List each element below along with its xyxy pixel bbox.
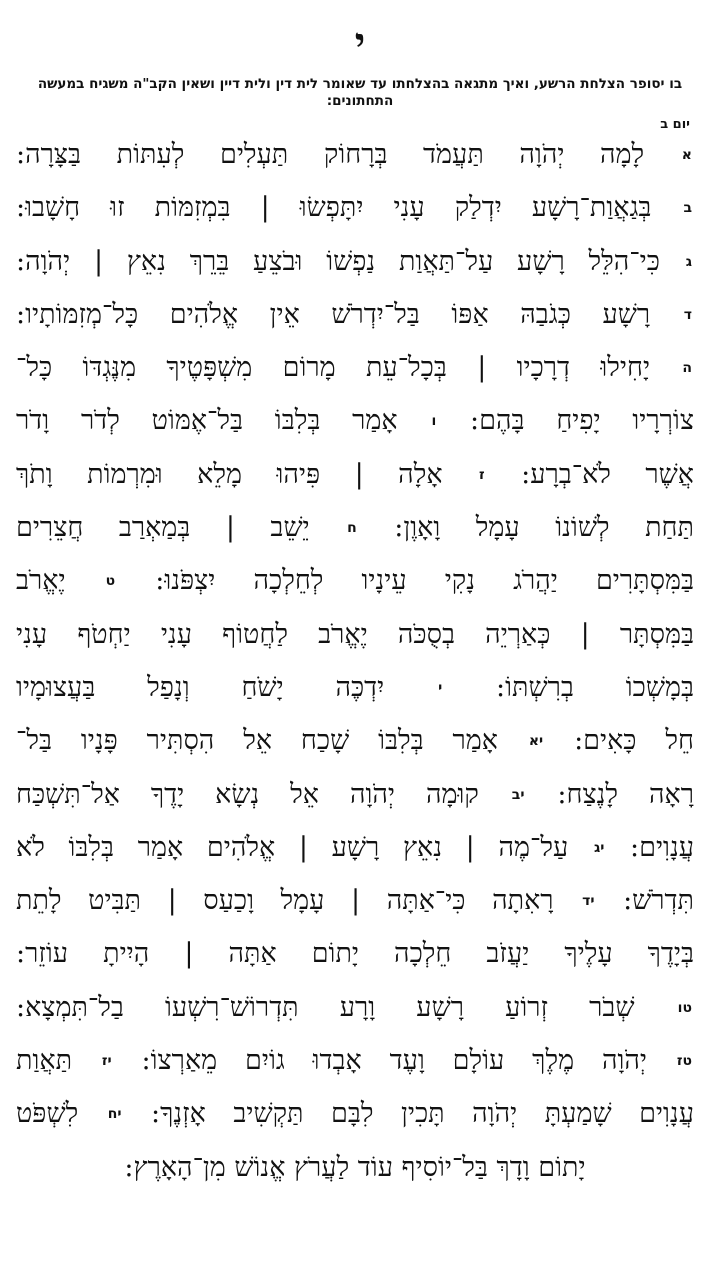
verse-line xyxy=(0,554,720,607)
verse-text: אָמַר בְּלִבּוֹ שָׁכַח אֵל הִסְתִּיר פָּנָיו בַּל־ xyxy=(16,725,498,757)
verse-line xyxy=(0,448,720,501)
verse-line xyxy=(0,821,720,874)
verse-number: א xyxy=(681,147,692,163)
verse-line xyxy=(0,981,720,1034)
verse-line xyxy=(0,181,720,234)
verse-line xyxy=(0,501,720,554)
chapter-intro: בו יסופר הצלחת הרשע, ואיך מתגאה בהצלחתו עד שאומר לית דין ולית דיין ושאין הקב"ה משגיח במעשה התחתונים: xyxy=(37,76,683,109)
verse-number: יא xyxy=(528,733,544,750)
verse-line xyxy=(0,128,720,181)
verse-text: כִּי־הִלֵּל רָשָׁע עַל־תַּאֲוַת נַפְשׁוֹ וּבֹצֵעַ בֵּרֵךְ נִאֵץ | יְהֹוָה: xyxy=(16,245,660,277)
verse-text: רָאִתָה כִּי־אַתָּה | עָמָל וָכַעַס | תַּבִּיט לָתֵת xyxy=(16,885,554,917)
verse-number: יד xyxy=(582,893,595,910)
verse-line xyxy=(0,1141,720,1194)
verse-number: ז xyxy=(479,466,485,483)
verse-text: יָחִילוּ דְרָכָיו | בְּכָל־עֵת מָרוֹם מִשְׁפָּטֶיךָ מִנֶּגְדּוֹ כָּל־ xyxy=(16,352,651,384)
verse-text: עֲנָוִים: xyxy=(630,831,695,863)
verse-number: טז xyxy=(676,1053,692,1070)
verse-number: ג xyxy=(685,253,692,270)
verse-number: יח xyxy=(107,1106,122,1123)
verse-text: עֲנָוִים שָׁמַעְתָּ יְהֹוָה תָּכִין לִבָּם תַּקְשִׁיב אָזְנֶךָ: xyxy=(150,1098,694,1130)
verse-number: ו xyxy=(431,413,437,430)
verse-text: עַל־מֶה | נִאֵץ רָשָׁע | אֱלֹהִים אָמַר בְּלִבּוֹ לֹא xyxy=(16,831,569,863)
verse-text: צוֹרְרָיו יָפִיחַ בָּהֶם: xyxy=(470,405,694,437)
verse-text: רָאָה לָנֶצַח: xyxy=(557,778,694,810)
verse-number: יז xyxy=(101,1053,112,1070)
verse-text: יִדְכֶּה יָשֹׁחַ וְנָפַל בַּעֲצוּמָיו xyxy=(16,671,385,703)
verse-text: יֶאֱרֹב xyxy=(16,565,66,597)
verse-number: ד xyxy=(683,306,692,323)
verse-line xyxy=(0,661,720,714)
verse-text: יֵשֵׁב | בְּמַאְרַב חֲצֵרִים xyxy=(16,512,310,544)
verse-line xyxy=(0,714,720,767)
verse-text: שְׁבֹר זְרוֹעַ רָשָׁע וָרָע תִּדְרוֹשׁ־רִשְׁעוֹ בַל־תִּמְצָא: xyxy=(16,991,635,1023)
verse-line xyxy=(0,874,720,927)
chapter-number: י xyxy=(354,19,366,66)
verse-text: חֵל כָּאִים: xyxy=(574,725,694,757)
verse-line xyxy=(0,235,720,288)
verse-text: תִּדְרֹשׁ: xyxy=(623,885,694,917)
verse-line xyxy=(0,768,720,821)
verse-text: בְּיָדֶךָ עָלֶיךָ יַעֲזֹב חֵלְכָה יָתוֹם אַתָּה | הָיִיתָ עוֹזֵר: xyxy=(16,938,694,970)
verse-text: תַּחַת לְשׁוֹנוֹ עָמָל וָאָוֶן: xyxy=(394,512,694,544)
verse-number: י xyxy=(438,679,443,696)
verse-number: ח xyxy=(347,520,357,537)
verse-number: ב xyxy=(683,200,692,217)
verse-number: יג xyxy=(593,839,605,856)
verse-line xyxy=(0,394,720,447)
verse-text: בְּמָשְׁכוֹ בְרִשְׁתּוֹ: xyxy=(496,671,694,703)
verse-number: טו xyxy=(677,999,692,1016)
verse-text: לִשְׁפֹּט xyxy=(16,1098,79,1130)
verse-text: בַּמִּסְתָּר | כְּאַרְיֵה בְסֻכֹּה יֶאֱרֹב לַחֲטוֹף עָנִי יַחְטֹף עָנִי xyxy=(16,618,694,650)
psalm-text xyxy=(0,128,720,1194)
verse-text: יְהֹוָה מֶלֶךְ עוֹלָם וָעֶד אָבְדוּ גוֹיִם מֵאַרְצוֹ: xyxy=(141,1045,647,1077)
verse-text: אָמַר בְּלִבּוֹ בַּל־אֶמּוֹט לְדֹר וָדֹר xyxy=(16,405,398,437)
verse-number: יב xyxy=(511,786,525,803)
verse-line xyxy=(0,927,720,980)
verse-text: בַּמִּסְתָּרִים יַהֲרֹג נָקִי עֵינָיו לְחֵלְכָה יִצְפֹּנוּ: xyxy=(155,565,694,597)
verse-text: רָשָׁע כְּגֹבַהּ אַפּוֹ בַּל־יִדְרֹשׁ אֵין אֱלֹהִים כָּל־מְזִמּוֹתָיו: xyxy=(16,298,651,330)
verse-text: אֲשֶׁר לֹא־בְרָע: xyxy=(521,458,694,490)
verse-line xyxy=(0,288,720,341)
verse-number: ה xyxy=(682,360,692,377)
day-label: יום ב xyxy=(660,117,690,132)
verse-line xyxy=(0,1087,720,1140)
verse-line xyxy=(0,1034,720,1087)
verse-number: ט xyxy=(105,573,116,590)
verse-text: תַּאֲוַת xyxy=(16,1045,73,1077)
verse-text: אָלָה | פִּיהוּ מָלֵא וּמִרְמוֹת וָתֹךְ xyxy=(16,458,443,490)
verse-line xyxy=(0,608,720,661)
verse-text: יָתוֹם וָדָךְ בַּל־יוֹסִיף עוֹד לַעֲרֹץ אֱנוֹשׁ מִן־הָאָרֶץ: xyxy=(124,1151,586,1183)
verse-text: לָמָה יְהֹוָה תַּעֲמֹד בְּרָחוֹק תַּעְלִים לְעִתּוֹת בַּצָּרָה: xyxy=(16,139,645,170)
verse-line xyxy=(0,341,720,394)
verse-text: קוּמָה יְהֹוָה אֵל נְשָׂא יָדֶךָ אַל־תִּשְׁכַּח xyxy=(16,778,479,810)
verse-text: בְּגַאֲוַת־רָשָׁע יִדְלַק עָנִי יִתָּפְשׂוּ | בִּמְזִמּוֹת זוּ חָשָׁבוּ: xyxy=(16,192,652,224)
